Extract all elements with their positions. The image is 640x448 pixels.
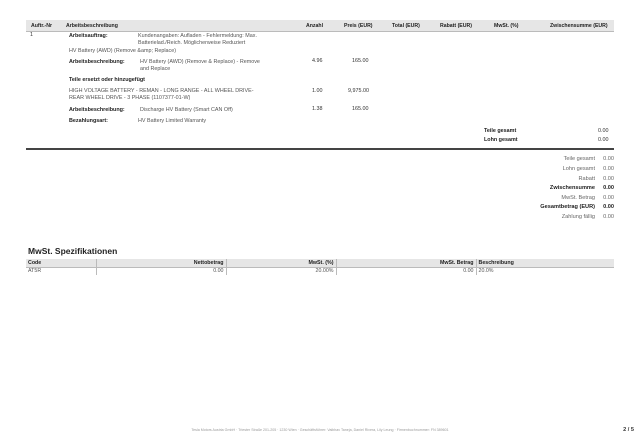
parts-header: Teile ersetzt oder hinzugefügt (69, 77, 145, 83)
summary-payment-due-label: Zahlung fällig (561, 214, 595, 220)
work-description-text-2: Discharge HV Battery (Smart CAN Off) (140, 107, 233, 113)
part-quantity: 1.00 (312, 88, 323, 94)
summary-parts-total-label: Teile gesamt (563, 156, 595, 162)
job-text-line-1: Kundenangaben: Aufladen - Fehlermeldung: Max. (138, 33, 257, 39)
col-order-no: Auftr.-Nr (31, 23, 53, 29)
part-price: 9,975.00 (348, 88, 369, 94)
summary-labor-total-label: Lohn gesamt (562, 166, 595, 172)
page-footer: Tesla Motors Austria GmbH · Triester Straße 201-205 · 1230 Wien · Geschäftsführer: Vaibhav Taneja, Daniel Rivera, Lily Leung · Firmenbuchnummer: FN 389601 (191, 428, 449, 432)
col-subtotal: Zwischensumme (EUR) (550, 23, 608, 29)
section-divider (26, 148, 614, 150)
summary-grand-total-label: Gesamtbetrag (EUR) (540, 204, 595, 210)
vat-col-rate: MwSt. (%) (226, 259, 336, 267)
order-parts-total-label: Teile gesamt (484, 128, 517, 134)
work-description-text-line-2: and Replace (140, 66, 171, 72)
work-description-label-2: Arbeitsbeschreibung: (69, 107, 125, 113)
work-description-text-line-1: HV Battery (AWD) (Remove & Replace) - Remove (140, 59, 260, 65)
part-description-line-2: REAR WHEEL DRIVE - 3 PHASE (1107377-01-W) (69, 95, 191, 101)
page-number: 2 / 5 (623, 427, 634, 433)
vat-description: 20.0% (478, 268, 494, 275)
order-number: 1 (30, 32, 33, 38)
summary-discount-value: 0.00 (603, 176, 614, 182)
summary-payment-due-value: 0.00 (603, 214, 614, 220)
vat-amount: 0.00 (336, 267, 476, 275)
summary-vat-amount-value: 0.00 (603, 195, 614, 201)
summary-vat-amount-label: MwSt. Betrag (561, 195, 595, 201)
vat-spec-title: MwSt. Spezifikationen (28, 246, 118, 256)
summary-subtotal-value: 0.00 (603, 185, 614, 191)
col-vat: MwSt. (%) (494, 23, 519, 29)
vat-rate: 20.00% (226, 267, 336, 275)
payment-text: HV Battery Limited Warranty (138, 118, 207, 124)
job-label: Arbeitsauftrag: (69, 33, 108, 39)
table-row (26, 267, 614, 275)
work-quantity: 4.96 (312, 58, 323, 64)
col-total: Total (EUR) (392, 23, 420, 29)
col-price: Preis (EUR) (344, 23, 373, 29)
vat-col-description: Beschreibung (476, 259, 614, 267)
summary-subtotal-label: Zwischensumme (549, 185, 595, 191)
summary-grand-total-value: 0.00 (603, 204, 614, 210)
order-labor-total-label: Lohn gesamt (484, 137, 518, 143)
vat-col-net: Nettobetrag (96, 259, 226, 267)
order-parts-total-value: 0.00 (598, 128, 609, 134)
job-title: HV Battery (AWD) (Remove &amp; Replace) (69, 48, 177, 54)
order-labor-total-value: 0.00 (598, 137, 609, 143)
job-text-line-2: Batterielad./Reich. Möglicherweise Reduziert (138, 40, 246, 46)
payment-label: Bezahlungsart: (69, 118, 108, 124)
work-quantity-2: 1.38 (312, 106, 323, 112)
work-price: 165.00 (352, 58, 369, 64)
summary-discount-label: Rabatt (578, 176, 595, 182)
part-description-line-1: HIGH VOLTAGE BATTERY - REMAN - LONG RANGE - ALL WHEEL DRIVE- (69, 88, 254, 94)
work-description-label: Arbeitsbeschreibung: (69, 59, 125, 65)
line-items-header (26, 20, 614, 32)
col-quantity: Anzahl (306, 23, 324, 29)
summary-labor-total-value: 0.00 (603, 166, 614, 172)
vat-col-code: Code (26, 259, 96, 267)
vat-header-row (26, 259, 614, 267)
col-description: Arbeitsbeschreibung (66, 23, 118, 29)
vat-net: 0.00 (96, 267, 226, 275)
vat-spec-table (26, 259, 614, 275)
vat-col-amount: MwSt. Betrag (336, 259, 476, 267)
col-discount: Rabatt (EUR) (440, 23, 472, 29)
summary-parts-total-value: 0.00 (603, 156, 614, 162)
vat-code: AT5R (26, 267, 96, 275)
work-price-2: 165.00 (352, 106, 369, 112)
